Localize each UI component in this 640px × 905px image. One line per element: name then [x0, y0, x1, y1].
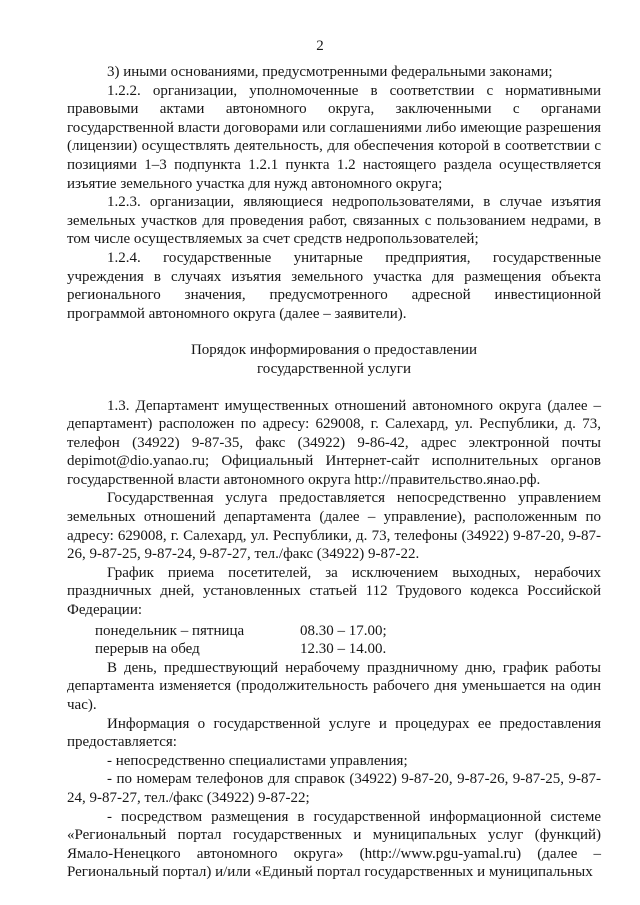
paragraph-1-2-2: 1.2.2. организации, уполномоченные в соответствии с нормативными правовыми актами автономного округа, заключенными с органами государственной власти договорами или соглашениями либо имеющие разрешения (лицензии) осуществлять деятельность, для обеспечения которой в соответствии с позициями 1–3 подпункта 1.2.1 пункта 1.2 настоящего раздела осуществляется изъятие земельного участка для нужд автономного округа; [67, 82, 601, 192]
list-item-specialists: - непосредственно специалистами управления; [107, 752, 408, 769]
list-item-phones: - по номерам телефонов для справок (34922) 9-87-20, 9-87-26, 9-87-25, 9-87-24, 9-87-27, тел./факс (34922) 9-87-22; [67, 771, 601, 806]
paragraph-info-provided: Информация о государственной услуге и процедурах ее предоставления предоставляется: [67, 715, 601, 751]
paragraph-schedule-intro: График приема посетителей, за исключением выходных, нерабочих праздничных дней, установленных статьей 112 Трудового кодекса Российской Федерации: [67, 564, 601, 619]
schedule-value: 08.30 – 17.00; [300, 622, 387, 639]
document-body [67, 63, 601, 882]
paragraph-1-2-3: 1.2.3. организации, являющиеся недропользователями, в случае изъятия земельных участков для проведения работ, связанных с пользованием недрами, в том числе осуществляемых за счет средств недропользователей; [67, 194, 601, 248]
paragraph-1-3: 1.3. Департамент имущественных отношений автономного округа (далее – департамент) расположен по адресу: 629008, г. Салехард, ул. Республики, д. 73, телефон (34922) 9-87-35, факс (34922) 9-86-42, адрес электронной почты depimot@dio.yanao.ru; Официальный Интернет-сайт исполнительных органов государственной власти автономного округа http://правительство.янао.рф. [67, 397, 601, 488]
schedule-table [67, 622, 601, 659]
schedule-value: 12.30 – 14.00. [300, 641, 387, 658]
paragraph-item-3: 3) иными основаниями, предусмотренными федеральными законами; [107, 64, 553, 80]
schedule-row [67, 622, 601, 641]
schedule-label: перерыв на обед [95, 641, 200, 658]
paragraph-service-provider: Государственная услуга предоставляется непосредственно управлением земельных отношений департамента (далее – управление), расположенным по адресу: 629008, г. Салехард, ул. Республики, д. 73, телефоны (34922) 9-87-20, 9-87-26, 9-87-25, 9-87-24, 9-87-27, тел./факс (34922) 9-87-22. [67, 490, 601, 563]
section-heading-line-2: государственной услуги [257, 360, 411, 377]
page-number: 2 [316, 38, 324, 54]
list-item-portal: - посредством размещения в государственной информационной системе «Региональный портал государственных и муниципальных услуг (функций) Ямало-Ненецкого автономного округа» (http://www.pgu-yamal.ru) (далее – Региональный портал) и/или «Единый портал государственных и муниципальных [67, 808, 601, 881]
section-heading [67, 341, 601, 378]
section-heading-line-1: Порядок информирования о предоставлении [190, 342, 478, 359]
schedule-label: понедельник – пятница [95, 622, 245, 639]
paragraph-1-2-4: 1.2.4. государственные унитарные предприятия, государственные учреждения в случаях изъятия земельного участка для размещения объекта регионального значения, предусмотренного адресной инвестиционной программой автономного округа (далее – заявители). [67, 249, 601, 322]
paragraph-pre-holiday: В день, предшествующий нерабочему праздничному дню, график работы департамента изменяется (продолжительность рабочего дня уменьшается на один час). [67, 659, 601, 713]
schedule-row [67, 640, 601, 659]
